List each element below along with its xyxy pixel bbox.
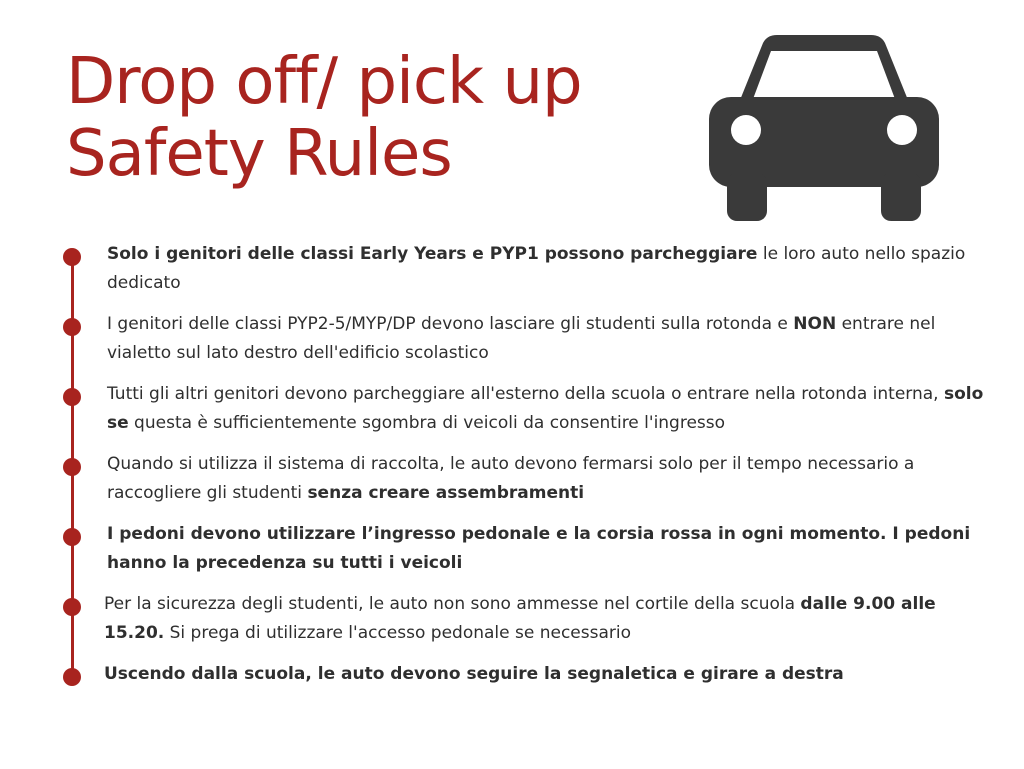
rule-text-segment: entrare nel vialetto sul lato destro dell'edificio scolastico	[107, 314, 936, 363]
rule-text-segment: questa è sufficientemente sgombra di veicoli da consentire l'ingresso	[128, 413, 726, 433]
rule-text-segment: Tutti gli altri genitori devono parcheggiare all'esterno della scuola o entrare nella rotonda interna,	[107, 384, 944, 404]
bullet-dot-icon	[63, 318, 81, 336]
rule-text-segment: le loro auto nello spazio dedicato	[107, 244, 966, 293]
rule-text-bold: I pedoni devono utilizzare l’ingresso pedonale e la corsia rossa in ogni momento. I pedoni hanno la precedenza su tutti i veicoli	[107, 524, 971, 573]
rule-text-bold: NON	[793, 314, 837, 334]
bullet-dot-icon	[63, 388, 81, 406]
rule-text-bold: solo se	[107, 384, 984, 433]
rule-text	[104, 590, 994, 648]
bullet-dot-icon	[63, 458, 81, 476]
rule-text-bold: senza creare assembramenti	[307, 483, 585, 503]
rule-text-bold: Solo i genitori delle classi Early Years e PYP1 possono parcheggiare	[107, 244, 758, 264]
rule-text	[107, 240, 997, 298]
title-line-2: Safety Rules	[66, 117, 452, 191]
rule-text	[107, 380, 997, 438]
bullet-dot-icon	[63, 598, 81, 616]
bullet-dot-icon	[63, 248, 81, 266]
bullet-dot-icon	[63, 528, 81, 546]
title-line-1: Drop off/ pick up	[66, 45, 582, 119]
bullet-dot-icon	[63, 668, 81, 686]
rule-text	[104, 660, 994, 689]
rule-text-segment: Si prega di utilizzare l'accesso pedonale se necessario	[164, 623, 632, 643]
rule-text	[107, 520, 997, 578]
rule-text-segment: I genitori delle classi PYP2-5/MYP/DP devono lasciare gli studenti sulla rotonda e	[107, 314, 794, 334]
rule-text-segment: Per la sicurezza degli studenti, le auto non sono ammesse nel cortile della scuola	[104, 594, 801, 614]
rule-text-bold: Uscendo dalla scuola, le auto devono seguire la segnaletica e girare a destra	[104, 664, 844, 684]
rule-text	[107, 450, 997, 508]
rule-text-segment: Quando si utilizza il sistema di raccolta, le auto devono fermarsi solo per il tempo necessario a raccogliere gli studenti	[107, 454, 915, 503]
rule-text-bold: dalle 9.00 alle 15.20.	[104, 594, 936, 643]
rule-text	[107, 310, 997, 368]
